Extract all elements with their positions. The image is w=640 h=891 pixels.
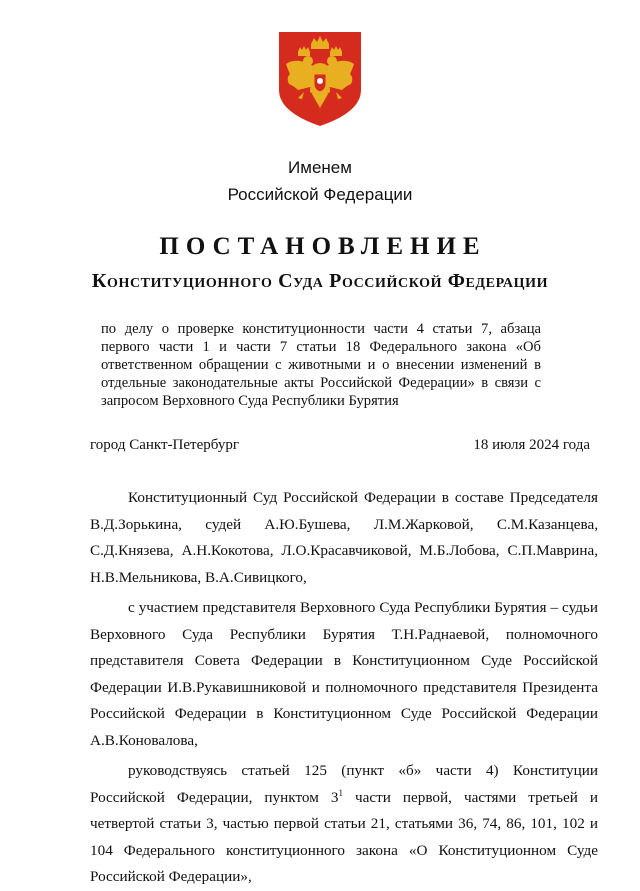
russian-coat-of-arms-icon	[276, 30, 364, 128]
document-body	[90, 485, 598, 891]
body-paragraph-composition: Конституционный Суд Российской Федерации в составе Председателя В.Д.Зорькина, судей А.Ю.Бушева, Л.М.Жарковой, С.М.Казанцева, С.Д.Князева, А.Н.Кокотова, Л.О.Красавчиковой, М.Б.Лобова, С.П.Маврина, Н.В.Мельникова, В.А.Сивицкого,	[90, 489, 598, 586]
header-line-1: Именем	[288, 158, 352, 177]
place-city: город Санкт-Петербург	[90, 437, 239, 453]
coat-of-arms-emblem	[276, 30, 364, 128]
body-paragraph-participants: с участием представителя Верховного Суда Республики Бурятия – судьи Верховного Суда Республики Бурятия Т.Н.Раднаевой, полномочного представителя Совета Федерации в Конституционном Суде Российской Федерации И.В.Рукавишниковой и полномочного представителя Президента Российской Федерации в Конституционном Суде Российской Федерации А.В.Коновалова,	[90, 599, 598, 749]
legal-basis-text-b: части первой, частями третьей и четвертой статьи 3, частью первой статьи 21, статьями 36, 74, 86, 101, 102 и 104 Федерального конституционного закона «О Конституционном Суде Российской Федерации»,	[90, 788, 599, 885]
case-subject: по делу о проверке конституционности части 4 статьи 7, абзаца первого части 1 и части 7 статьи 18 Федерального закона «Об ответственном обращении с животными и о внесении изменений в отдельные законодательные акты Российской Федерации» в связи с запросом Верховного Суда Республики Бурятия	[101, 321, 541, 409]
legal-basis-text-a: руководствуясь статьей 125 (пункт «б» части 4) Конституции Российской Федерации, пунктом 3	[90, 762, 598, 806]
court-name: Конституционного Суда Российской Федерации	[91, 270, 549, 292]
legal-basis-superscript: 1	[338, 787, 343, 798]
body-paragraph-legal-basis	[90, 758, 598, 891]
place-date: 18 июля 2024 года	[473, 437, 590, 453]
document-title: ПОСТАНОВЛЕНИЕ	[159, 233, 487, 260]
header-line-2: Российской Федерации	[227, 185, 413, 204]
